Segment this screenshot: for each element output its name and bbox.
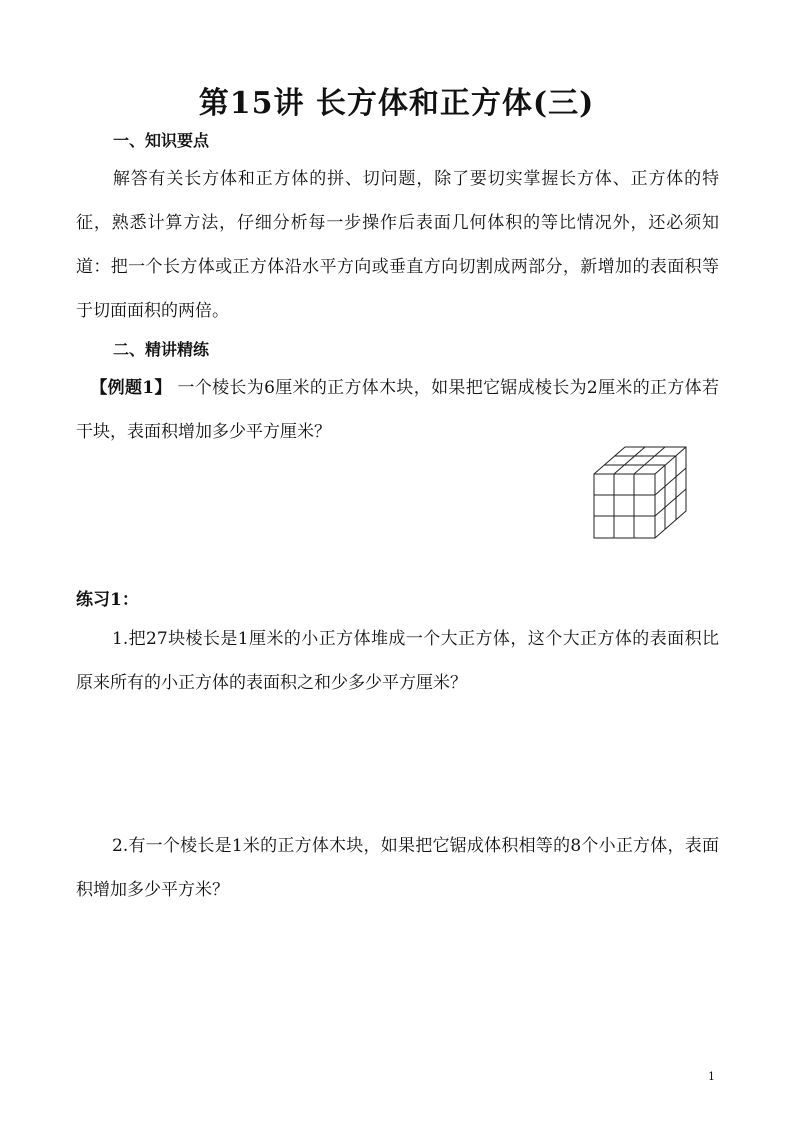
example-tag: 【例题1】	[90, 378, 172, 398]
page-number: 1	[708, 1070, 715, 1083]
page-title: 第15讲 长方体和正方体(三)	[198, 86, 595, 121]
knowledge-text: 解答有关长方体和正方体的拼、切问题，除了要切实掌握长方体、正方体的特征，熟悉计算方法，仔细分析每一步操作后表面几何体积的等比情况外，还必须知道：把一个长方体或正方体沿水平方向或垂直方向切割成两部分，新增加的表面积等于切面面积的两倍。	[76, 169, 719, 321]
cube-grid-figure	[590, 443, 695, 543]
practice-item-2-text: 2.有一个棱长是1米的正方体木块，如果把它锯成体积相等的8个小正方体，表面积增加多少平方米？	[76, 836, 719, 900]
knowledge-paragraph	[76, 157, 719, 333]
section-heading-knowledge: 一、知识要点	[113, 131, 210, 150]
example-1	[76, 366, 719, 454]
practice-item-2	[76, 824, 719, 912]
practice-item-1	[76, 617, 719, 705]
practice-heading: 练习1：	[76, 590, 139, 610]
example-text: 一个棱长为6厘米的正方体木块，如果把它锯成棱长为2厘米的正方体若干块，表面积增加多少平方厘米？	[76, 378, 719, 442]
practice-item-1-text: 1.把27块棱长是1厘米的小正方体堆成一个大正方体，这个大正方体的表面积比原来所有的小正方体的表面积之和少多少平方厘米？	[76, 629, 719, 693]
section-heading-practice: 二、精讲精练	[113, 340, 210, 359]
